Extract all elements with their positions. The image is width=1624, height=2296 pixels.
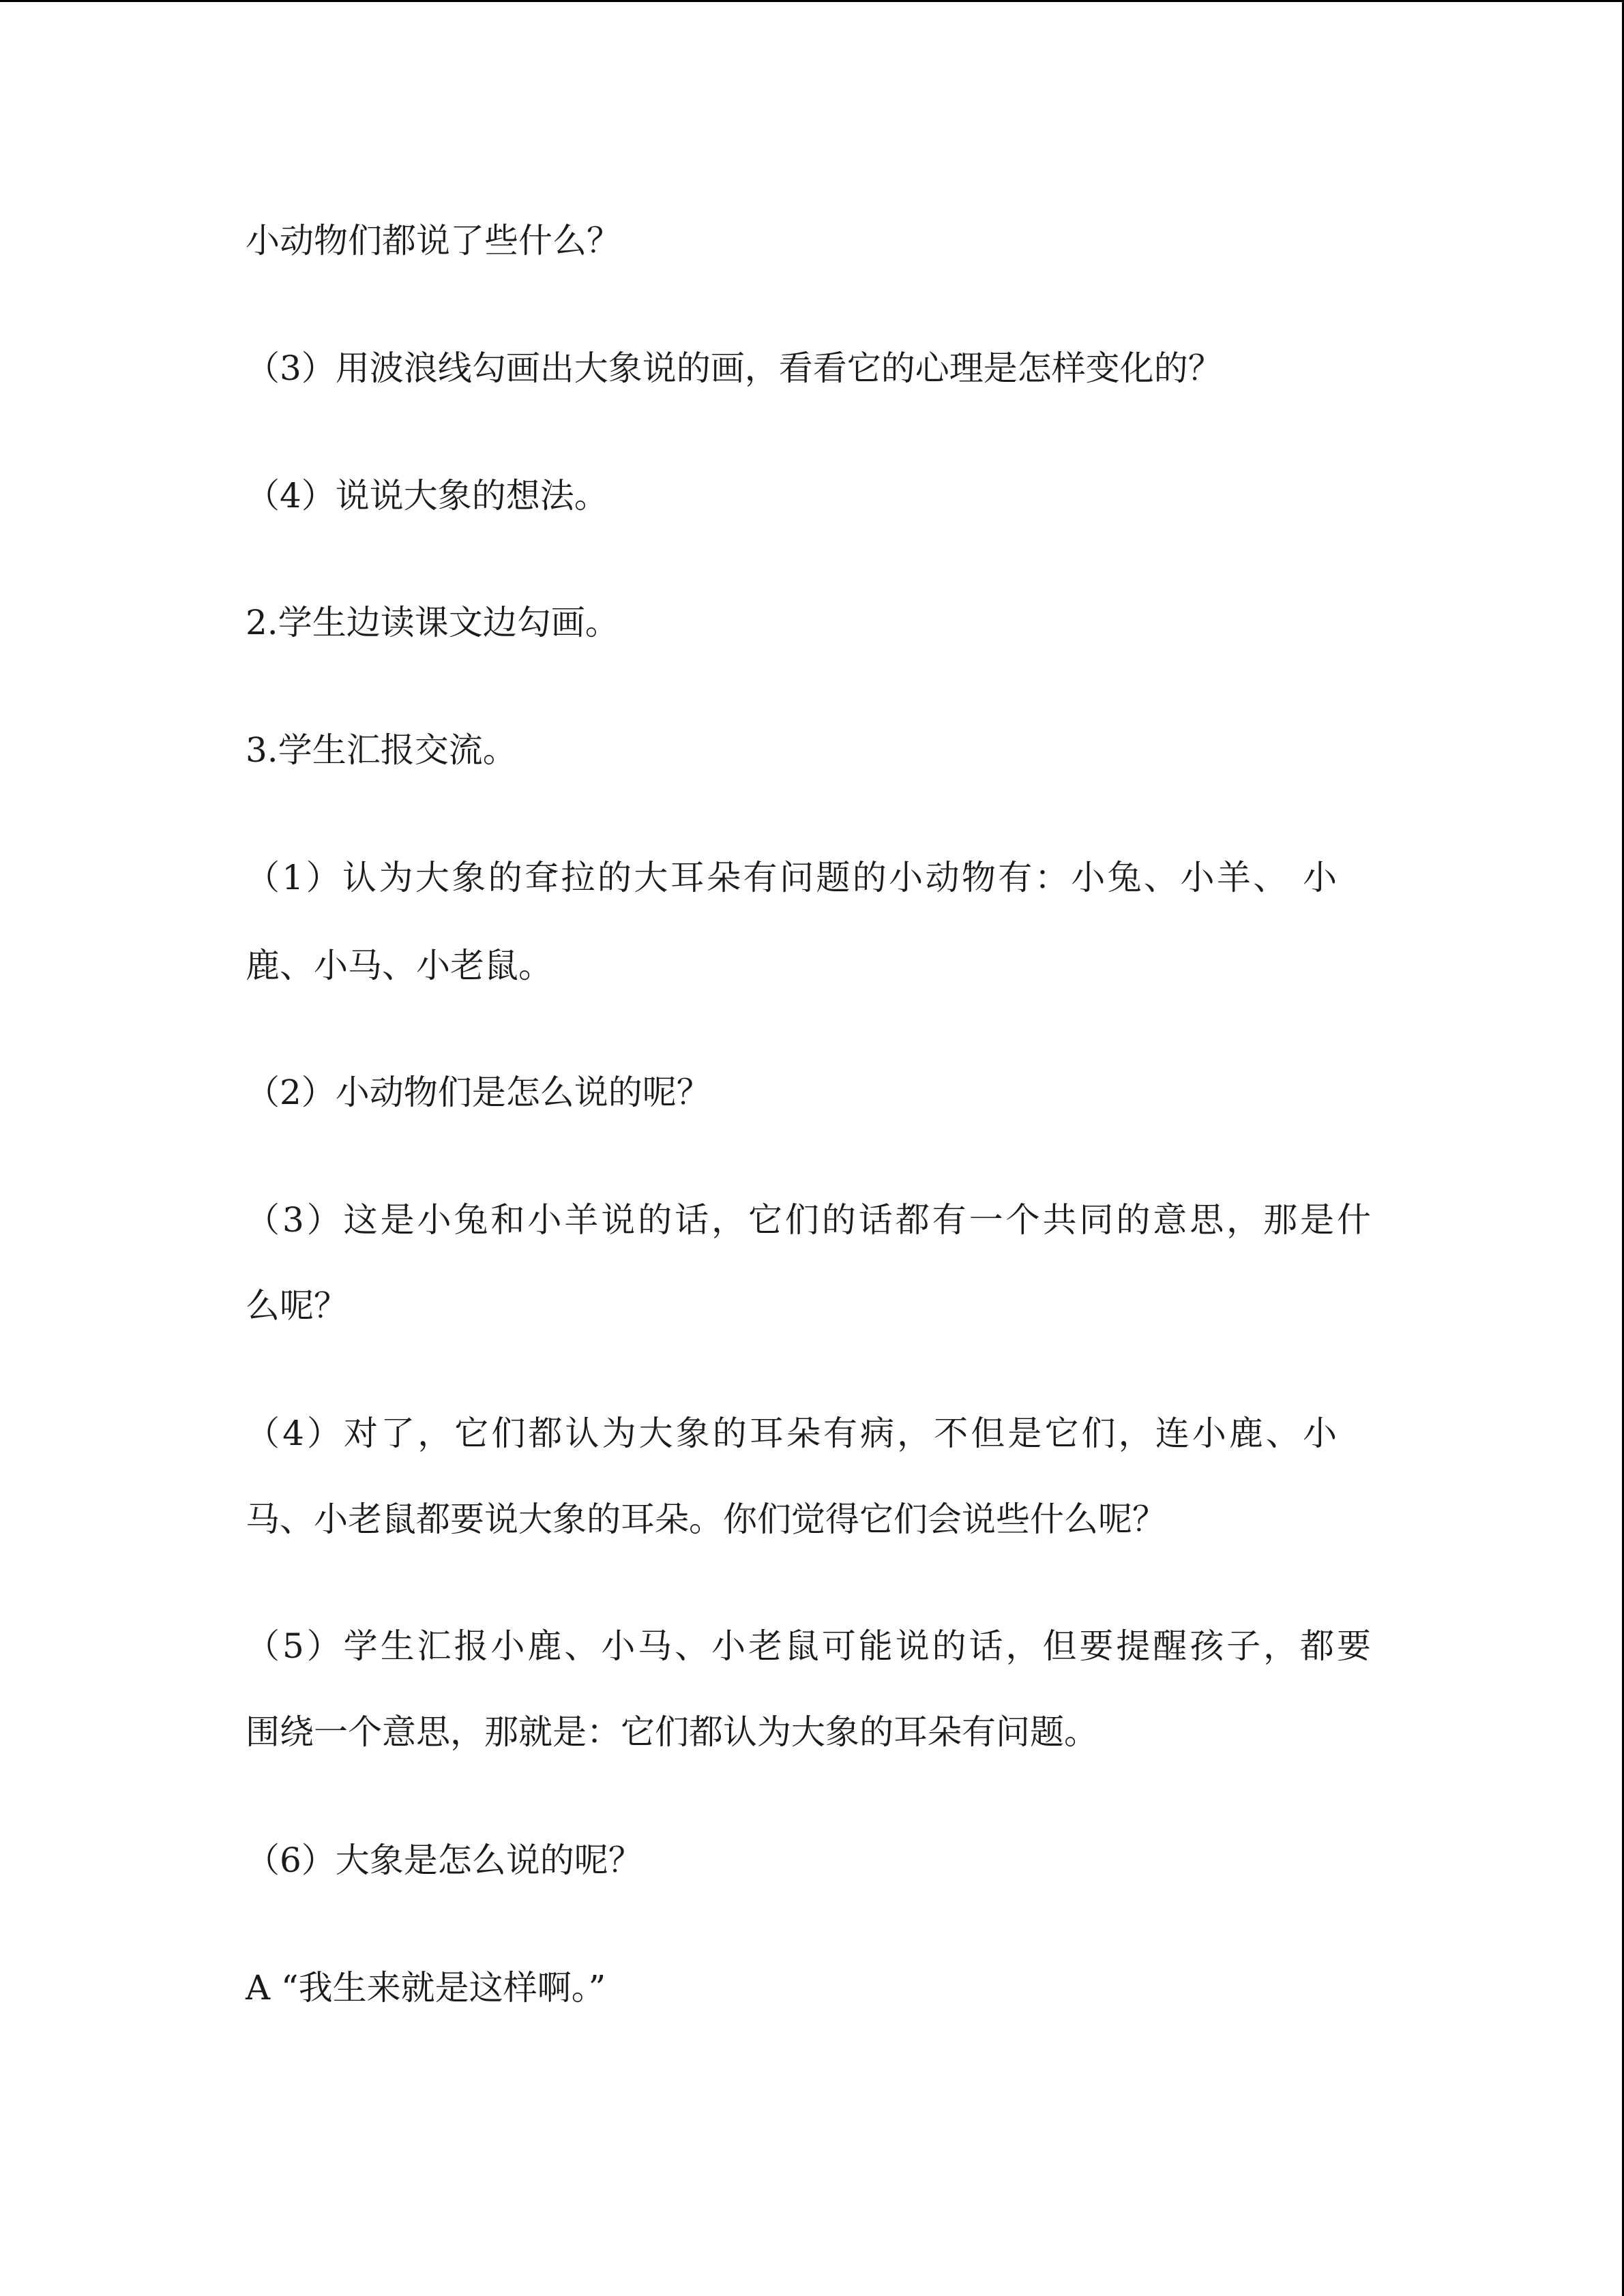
text-line-15: （6）大象是怎么说的呢？ [246, 1840, 643, 1880]
text-line-8: （2）小动物们是怎么说的呢？ [246, 1073, 711, 1112]
text-line-1: 小动物们都说了些什么？ [246, 221, 621, 260]
text-line-10: 么呢？ [246, 1286, 348, 1326]
text-line-7: 鹿、小马、小老鼠。 [246, 946, 552, 985]
text-line-6: （1）认为大象的耷拉的大耳朵有问题的小动物有：小兔、小羊、 小 [246, 858, 1337, 897]
text-line-9: （3）这是小兔和小羊说的话，它们的话都有一个共同的意思，那是什 [246, 1200, 1371, 1240]
text-line-3: （4）说说大象的想法。 [246, 476, 608, 516]
text-line-5: 3.学生汇报交流。 [246, 730, 517, 770]
text-line-12: 马、小老鼠都要说大象的耳朵。你们觉得它们会说些什么呢？ [246, 1500, 1166, 1539]
text-line-2: （3）用波浪线勾画出大象说的画，看看它的心理是怎样变化的？ [246, 348, 1222, 388]
text-line-11: （4）对了，它们都认为大象的耳朵有病，不但是它们，连小鹿、小 [246, 1414, 1337, 1453]
text-line-13: （5）学生汇报小鹿、小马、小老鼠可能说的话，但要提醒孩子，都要 [246, 1626, 1371, 1666]
text-line-4: 2.学生边读课文边勾画。 [246, 603, 619, 642]
text-line-16: A “我生来就是这样啊。” [246, 1968, 606, 2008]
text-line-14: 围绕一个意思，那就是：它们都认为大象的耳朵有问题。 [246, 1712, 1098, 1752]
